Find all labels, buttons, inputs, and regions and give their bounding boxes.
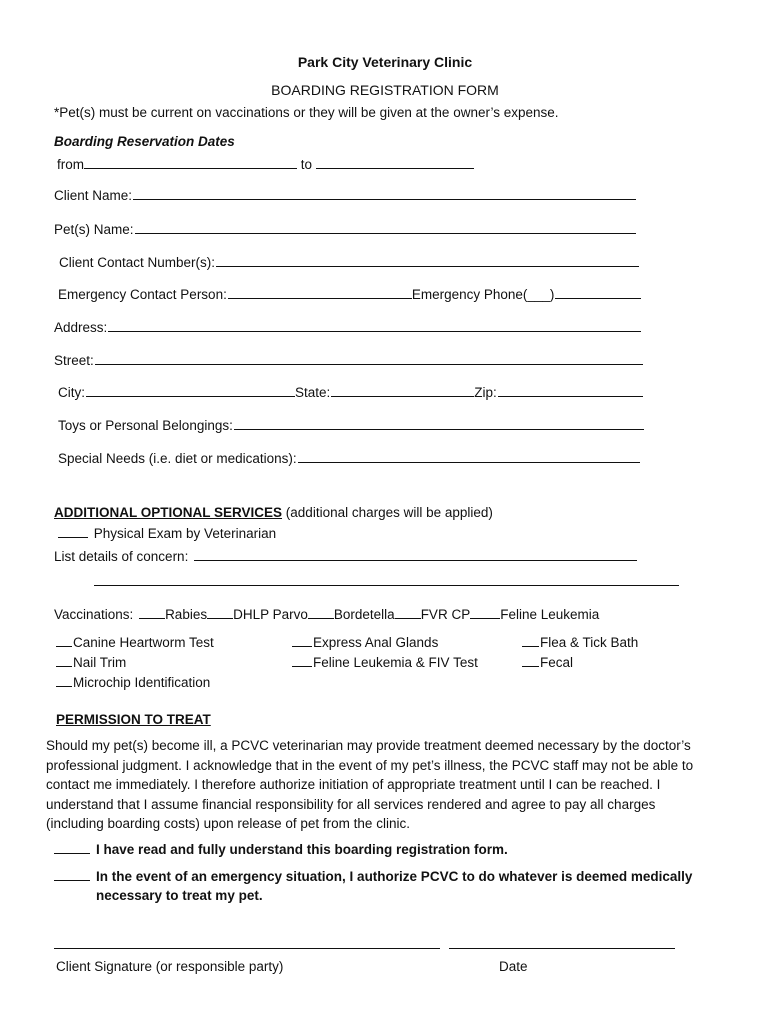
from-date-field[interactable] (84, 156, 297, 169)
option-blank[interactable] (522, 635, 539, 647)
toys-field[interactable] (234, 429, 644, 430)
ack-read-text: I have read and fully understand this boarding registration form. (96, 842, 508, 857)
from-label: from (57, 157, 84, 172)
reservation-heading: Boarding Reservation Dates (54, 134, 235, 149)
option-label: Canine Heartworm Test (73, 635, 214, 650)
pet-name-field[interactable] (135, 233, 636, 234)
city-state-zip-row (58, 385, 643, 400)
option-microchip (56, 673, 214, 693)
address-row (54, 320, 641, 335)
option-nail-trim (56, 653, 214, 673)
client-name-row (54, 188, 636, 203)
option-label: Fecal (540, 655, 574, 670)
vaccinations-row (54, 607, 599, 622)
options-column-3 (522, 633, 638, 673)
ack-emergency-text-2: necessary to treat my pet. (96, 888, 263, 903)
toys-row (58, 418, 644, 433)
to-date-field[interactable] (316, 156, 474, 169)
contact-number-label: Client Contact Number(s): (59, 255, 216, 270)
permission-paragraph (46, 736, 726, 834)
permission-heading: PERMISSION TO TREAT (56, 712, 211, 727)
option-blank[interactable] (522, 655, 539, 667)
permission-line: understand that I assume financial responsibility for all services rendered and agree to pay all charges (46, 796, 656, 812)
concern-label: List details of concern: (54, 549, 189, 564)
option-blank[interactable] (56, 675, 72, 687)
option-label: Flea & Tick Bath (540, 635, 639, 650)
state-field[interactable] (331, 396, 474, 397)
emergency-row (58, 287, 641, 302)
permission-line: Should my pet(s) become ill, a PCVC veterinarian may provide treatment deemed necessary by the doctor’s (46, 738, 691, 753)
option-fecal (522, 653, 638, 673)
client-name-field[interactable] (133, 199, 636, 200)
zip-field[interactable] (498, 396, 643, 397)
special-needs-row (58, 451, 640, 466)
physical-exam-blank[interactable] (58, 526, 88, 538)
vaccine-fvr-cp: FVR CP (420, 607, 471, 622)
client-name-label: Client Name: (54, 188, 133, 203)
option-blank[interactable] (56, 635, 72, 647)
ack-emergency-text: In the event of an emergency situation, I authorize PCVC to do whatever is deemed medically (96, 869, 693, 884)
emergency-person-field[interactable] (228, 298, 412, 299)
vaccine-feline-leukemia: Feline Leukemia (500, 607, 600, 622)
client-signature-label: Client Signature (or responsible party) (56, 959, 284, 974)
option-heartworm (56, 633, 214, 653)
client-signature-line[interactable] (54, 948, 440, 949)
permission-line: professional judgment. I acknowledge that in the event of my pet’s illness, the PCVC staff may not be able to (46, 757, 694, 773)
options-column-1 (56, 633, 214, 693)
contact-number-field[interactable] (216, 266, 639, 267)
option-blank[interactable] (56, 655, 72, 667)
feline-leukemia-blank[interactable] (470, 607, 500, 619)
address-label: Address: (54, 320, 108, 335)
concern-row (54, 549, 637, 564)
physical-exam-label: Physical Exam by Veterinarian (93, 526, 277, 541)
rabies-blank[interactable] (139, 607, 165, 619)
toys-label: Toys or Personal Belongings: (58, 418, 233, 433)
option-feline-fiv (292, 653, 478, 673)
pet-name-row (54, 222, 636, 237)
clinic-name: Park City Veterinary Clinic (297, 54, 473, 70)
option-blank[interactable] (292, 635, 312, 647)
special-needs-field[interactable] (298, 462, 640, 463)
pet-name-label: Pet(s) Name: (54, 222, 134, 237)
street-row (54, 353, 643, 368)
services-note: (additional charges will be applied) (285, 505, 493, 520)
options-column-2 (292, 633, 478, 673)
city-label: City: (58, 385, 85, 400)
state-label: State: (295, 385, 331, 400)
contact-number-row (59, 255, 639, 270)
date-line[interactable] (449, 948, 675, 949)
zip-label: Zip: (474, 385, 497, 400)
concern-field-line2[interactable] (94, 585, 679, 586)
special-needs-label: Special Needs (i.e. diet or medications): (58, 451, 297, 466)
concern-field[interactable] (194, 560, 637, 561)
vaccine-bordetella: Bordetella (333, 607, 395, 622)
emergency-phone-label: Emergency Phone(___) (411, 287, 555, 302)
vaccinations-label: Vaccinations: (54, 607, 134, 622)
option-label: Feline Leukemia & FIV Test (313, 655, 478, 670)
option-blank[interactable] (292, 655, 312, 667)
to-label: to (300, 157, 313, 172)
vaccine-dhlp-parvo: DHLP Parvo (233, 607, 308, 622)
street-field[interactable] (95, 364, 643, 365)
option-label: Nail Trim (73, 655, 127, 670)
option-flea-tick (522, 633, 638, 653)
services-heading: ADDITIONAL OPTIONAL SERVICES (54, 505, 283, 520)
city-field[interactable] (86, 396, 295, 397)
ack-emergency-row (54, 867, 692, 905)
permission-line: (including boarding costs) upon release of pet from the clinic. (46, 816, 410, 831)
ack-emergency-initials[interactable] (54, 869, 90, 881)
option-anal-glands (292, 633, 478, 653)
street-label: Street: (54, 353, 94, 368)
emergency-phone-field[interactable] (555, 298, 641, 299)
option-label: Express Anal Glands (313, 635, 439, 650)
bordetella-blank[interactable] (308, 607, 334, 619)
ack-read-initials[interactable] (54, 842, 90, 854)
emergency-person-label: Emergency Contact Person: (58, 287, 227, 302)
ack-read-row (54, 842, 508, 857)
address-field[interactable] (108, 331, 641, 332)
permission-line: contact me immediately. I therefore authorize initiation of appropriate treatment until I can be reached. I (46, 777, 661, 792)
vaccination-notice: *Pet(s) must be current on vaccinations or they will be given at the owner’s expense. (54, 105, 559, 120)
dhlp-blank[interactable] (207, 607, 233, 619)
reservation-dates-row (57, 156, 474, 172)
fvr-blank[interactable] (395, 607, 421, 619)
option-label: Microchip Identification (73, 675, 211, 690)
services-heading-row (54, 505, 493, 520)
date-label: Date (499, 959, 528, 974)
form-title: BOARDING REGISTRATION FORM (271, 82, 499, 98)
vaccine-rabies: Rabies (165, 607, 208, 622)
physical-exam-row (58, 526, 276, 541)
